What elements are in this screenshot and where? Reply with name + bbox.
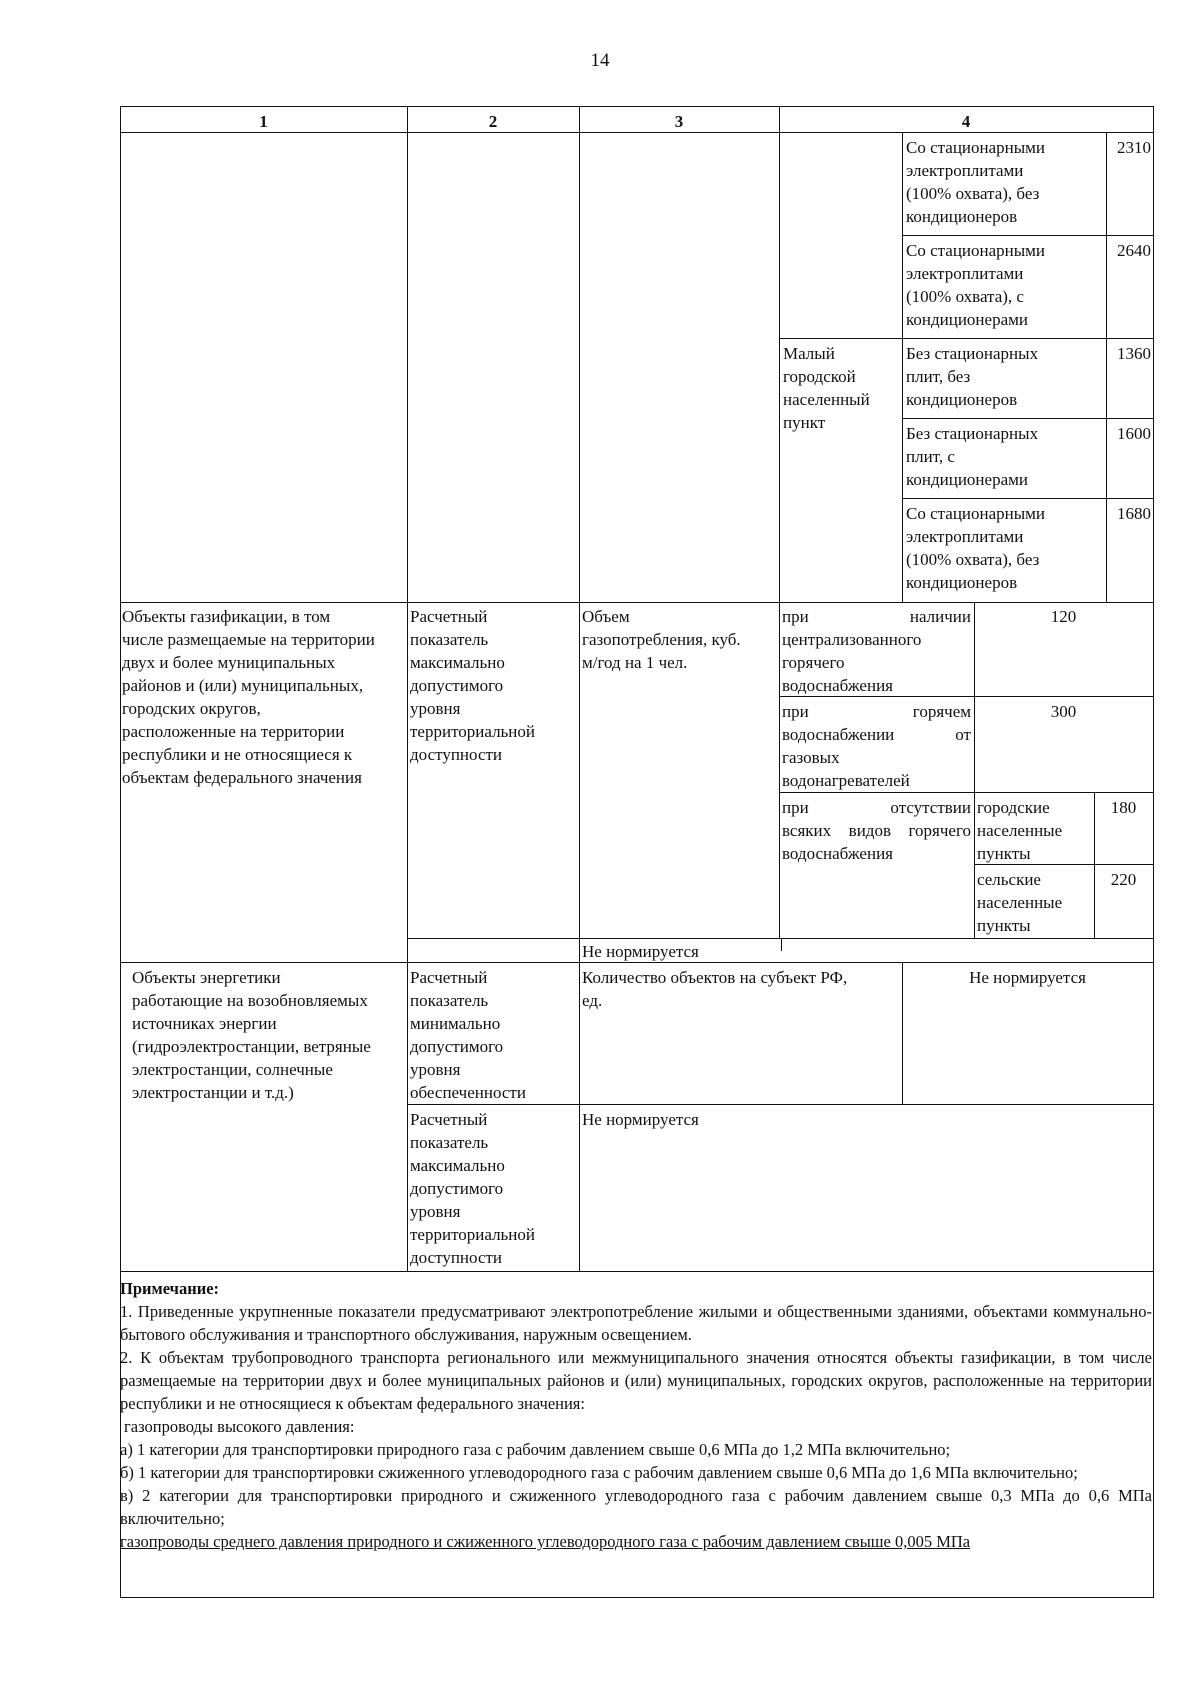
energy-indicator-max: Расчетный показатель максимально допустимого уровня территориальной доступности [410,1110,536,1267]
gas-not-normed: Не нормируется [582,942,699,961]
note-high-pressure: газопроводы высокого давления: [124,1417,355,1436]
norm-description: Со стационарными электроплитами (100% охвата), с кондиционерами [906,241,1046,329]
column-header-4: 4 [961,112,971,131]
note-1: 1. Приведенные укрупненные показатели предусматривают электропотребление жилыми и общественными зданиями, объектами коммунально-бытового обслуживания и транспортного обслуживания, наружным освещением. [120,1302,1152,1344]
gas-condition-none: при отсутствии всяких видов горячего водоснабжения [782,798,971,863]
gas-value-rural: 220 [1110,870,1137,889]
gas-value-heaters: 300 [1050,702,1077,721]
gas-condition-heaters: при горячем водоснабжении от газовых водонагревателей [782,702,971,790]
norm-value: 2310 [1117,138,1151,157]
column-header-1: 1 [259,112,268,131]
column-header-2: 2 [488,112,498,131]
gas-object-name: Объекты газификации, в том числе размещаемые на территории двух и более муниципальных районов и (или) муниципальных, городских округов, расположенные на территории республики и не относящиеся к объектам федерального значения [122,607,375,787]
note-item-a: а) 1 категории для транспортировки природного газа с рабочим давлением свыше 0,6 МПа до 1,2 МПа включительно; [120,1440,951,1459]
norm-description: Без стационарных плит, с кондиционерами [906,424,1039,489]
energy-value-not-normed: Не нормируется [969,968,1086,987]
norm-description: Со стационарными электроплитами (100% охвата), без кондиционеров [906,138,1046,226]
note-item-b: б) 1 категории для транспортировки сжиженного углеводородного газа с рабочим давлением свыше 0,6 МПа до 1,6 МПа включительно; [120,1463,1078,1482]
energy-object-name: Объекты энергетики работающие на возобновляемых источниках энергии (гидроэлектростанции, ветряные электростанции, солнечные электростанции и т.д.) [132,968,371,1102]
gas-value-urban: 180 [1110,798,1137,817]
gas-indicator: Расчетный показатель максимально допустимого уровня территориальной доступности [410,607,536,764]
note-2: 2. К объектам трубопроводного транспорта регионального или межмуниципального значения относятся объекты газификации, в том числе размещаемые на территории двух и более муниципальных районов и (или) муниципальных, городских округов, расположенные на территории республики и не относящиеся к объектам федерального значения: [120,1348,1152,1413]
note-medium-pressure: газопроводы среднего давления природного и сжиженного углеводородного газа с рабочим давлением свыше 0,005 МПа [120,1532,971,1551]
norm-description: Со стационарными электроплитами (100% охвата), без кондиционеров [906,504,1046,592]
norm-value: 1600 [1117,424,1151,443]
gas-value-central: 120 [1050,607,1077,626]
norm-value: 1680 [1117,504,1151,523]
rural-settlements-label: сельские населенные пункты [977,870,1063,935]
gas-measure: Объем газопотребления, куб. м/год на 1 чел. [582,607,741,672]
norm-value: 1360 [1117,344,1151,363]
small-town-label: Малый городской населенный пункт [783,344,870,432]
energy-indicator-min: Расчетный показатель минимально допустимого уровня обеспеченности [410,968,526,1102]
energy-measure-count: Количество объектов на субъект РФ, ед. [582,968,848,1010]
norm-description: Без стационарных плит, без кондиционеров [906,344,1039,409]
notes-section [120,1277,1152,1553]
note-item-c: в) 2 категории для транспортировки природного и сжиженного углеводородного газа с рабочим давлением свыше 0,3 МПа до 0,6 МПа включительно; [120,1486,1152,1528]
norm-value: 2640 [1117,241,1151,260]
energy-measure-not-normed: Не нормируется [582,1110,699,1129]
gas-condition-central: при наличии централизованного горячего водоснабжения [782,607,971,695]
column-header-3: 3 [674,112,684,131]
urban-settlements-label: городские населенные пункты [977,798,1063,863]
notes-title: Примечание: [120,1279,220,1298]
page-number: 14 [590,50,610,71]
